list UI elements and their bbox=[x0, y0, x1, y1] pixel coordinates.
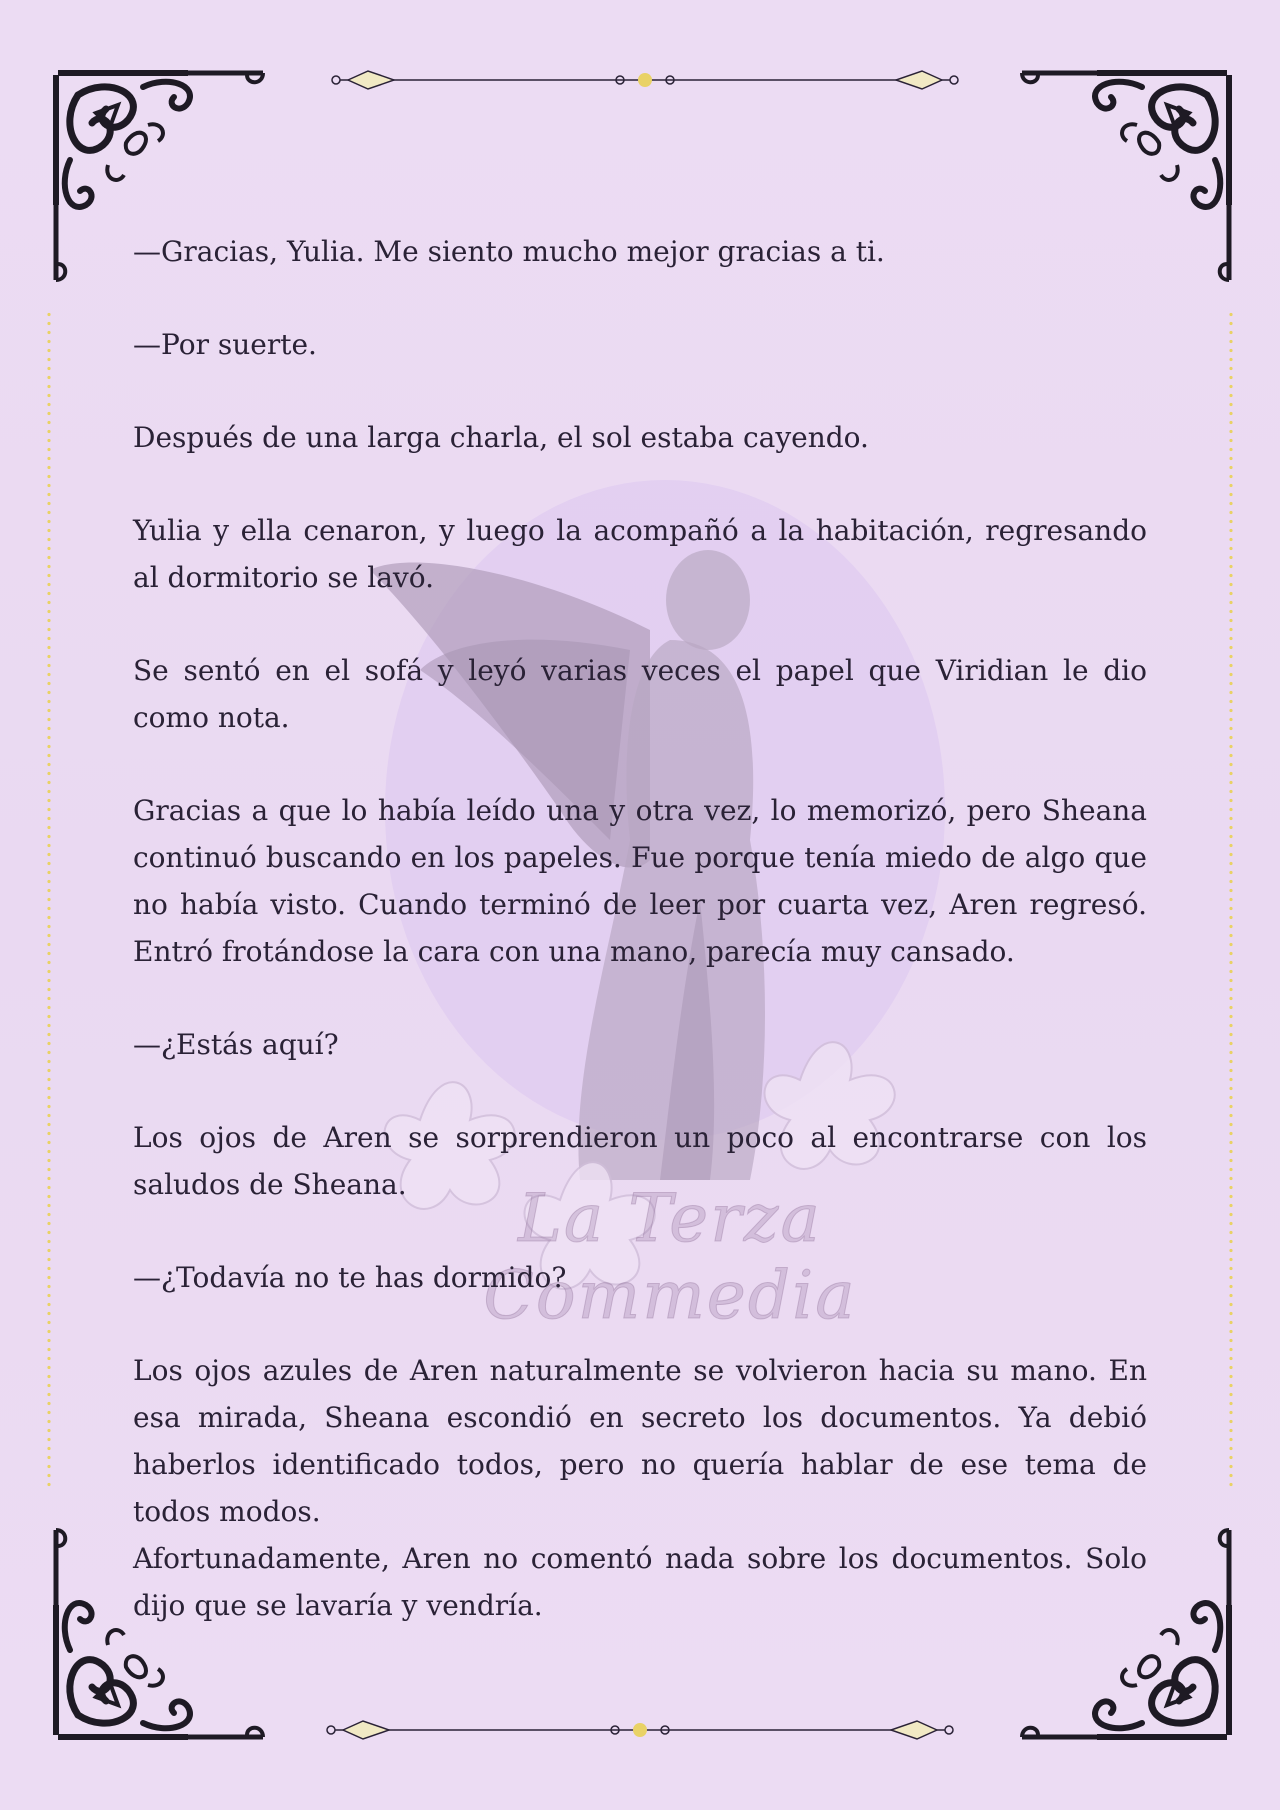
paragraph: Los ojos de Aren se sorprendieron un poco al encontrarse con los saludos de Sheana. bbox=[133, 1121, 1147, 1201]
paragraph: —Gracias, Yulia. Me siento mucho mejor gracias a ti. bbox=[133, 235, 885, 268]
watermark-text: La Terza Commedia bbox=[483, 1180, 857, 1334]
paragraph: Gracias a que lo había leído una y otra vez, lo memorizó, pero Sheana continuó buscando en los papeles. Fue porque tenía miedo de algo que no había visto. Cuando terminó de leer por cuarta vez, Aren regresó. Entró frotándose la cara con una mano, parecía muy cansado. bbox=[133, 794, 1147, 968]
top-divider-ornament bbox=[330, 60, 960, 100]
paragraph: Los ojos azules de Aren naturalmente se volvieron hacia su mano. En esa mirada, Sheana escondió en secreto los documentos. Ya debió haberlos identificado todos, pero no quería hablar de ese tema de todos modos. bbox=[133, 1354, 1147, 1528]
bottom-divider-ornament bbox=[325, 1710, 955, 1750]
paragraph: Después de una larga charla, el sol estaba cayendo. bbox=[133, 421, 869, 454]
text-body bbox=[133, 228, 1147, 1629]
paragraph: Se sentó en el sofá y leyó varias veces el papel que Viridian le dio como nota. bbox=[133, 654, 1147, 734]
paragraph: Afortunadamente, Aren no comentó nada sobre los documentos. Solo dijo que se lavaría y vendría. bbox=[133, 1542, 1147, 1622]
paragraph: Yulia y ella cenaron, y luego la acompañó a la habitación, regresando al dormitorio se lavó. bbox=[133, 514, 1147, 594]
left-dotted-border bbox=[47, 310, 51, 1490]
paragraph: —¿Todavía no te has dormido? bbox=[133, 1261, 567, 1294]
right-dotted-border bbox=[1229, 310, 1233, 1490]
paragraph: —¿Estás aquí? bbox=[133, 1028, 339, 1061]
paragraph: —Por suerte. bbox=[133, 328, 317, 361]
